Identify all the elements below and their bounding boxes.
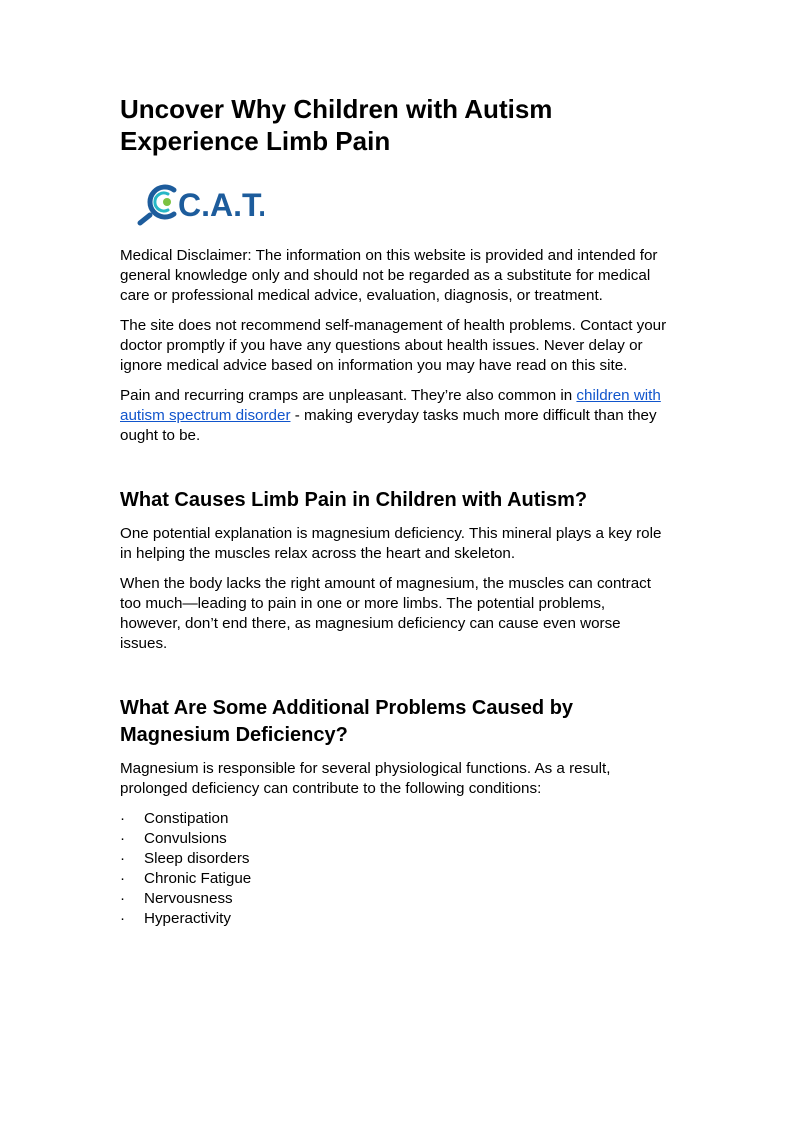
article <box>120 93 668 929</box>
list-item <box>120 889 668 909</box>
list-item <box>120 849 668 869</box>
section-heading-problems: What Are Some Additional Problems Caused by Magnesium Deficiency? <box>120 697 574 746</box>
cat-logo <box>134 178 264 228</box>
list-item <box>120 869 668 889</box>
logo-text: C.A.T. <box>178 187 264 223</box>
list-item <box>120 909 668 929</box>
list-item <box>120 809 668 829</box>
bullet: · <box>120 830 126 847</box>
causes-paragraph-1: One potential explanation is magnesium deficiency. This mineral plays a key role in helping the muscles relax across the heart and skeleton. <box>120 525 662 562</box>
magnifier-logo-icon <box>134 178 264 228</box>
pain-paragraph <box>120 386 668 446</box>
bullet: · <box>120 850 126 867</box>
self-management-notice: The site does not recommend self-management of health problems. Contact your doctor promptly if you have any questions about health issues. Never delay or ignore medical advice based on information you may have read on this site. <box>120 317 667 374</box>
list-item-text: Chronic Fatigue <box>144 870 252 887</box>
list-item-text: Constipation <box>144 810 229 827</box>
list-item-text: Nervousness <box>144 890 233 907</box>
causes-paragraph-2: When the body lacks the right amount of magnesium, the muscles can contract too much—leading to pain in one or more limbs. The potential problems, however, don’t end there, as magnesium deficiency can cause even worse issues. <box>120 575 651 652</box>
pain-text-after: - making everyday tasks much more difficult than they ought to be. <box>120 407 657 444</box>
conditions-list <box>120 809 668 929</box>
medical-disclaimer: Medical Disclaimer: The information on this website is provided and intended for general knowledge only and should not be regarded as a substitute for medical care or professional medical advice, evaluation, diagnosis, or treatment. <box>120 247 658 304</box>
list-item <box>120 829 668 849</box>
asd-link[interactable]: children with autism spectrum disorder <box>120 387 661 424</box>
list-item-text: Sleep disorders <box>144 850 250 867</box>
pain-text-before: Pain and recurring cramps are unpleasant. They’re also common in <box>120 387 577 404</box>
bullet: · <box>120 810 126 827</box>
problems-paragraph: Magnesium is responsible for several physiological functions. As a result, prolonged deficiency can contribute to the following conditions: <box>120 760 611 797</box>
page-title: Uncover Why Children with Autism Experience Limb Pain <box>120 94 553 156</box>
list-item-text: Convulsions <box>144 830 227 847</box>
bullet: · <box>120 910 126 927</box>
list-item-text: Hyperactivity <box>144 910 231 927</box>
bullet: · <box>120 890 126 907</box>
section-heading-causes: What Causes Limb Pain in Children with Autism? <box>120 489 588 511</box>
bullet: · <box>120 870 126 887</box>
